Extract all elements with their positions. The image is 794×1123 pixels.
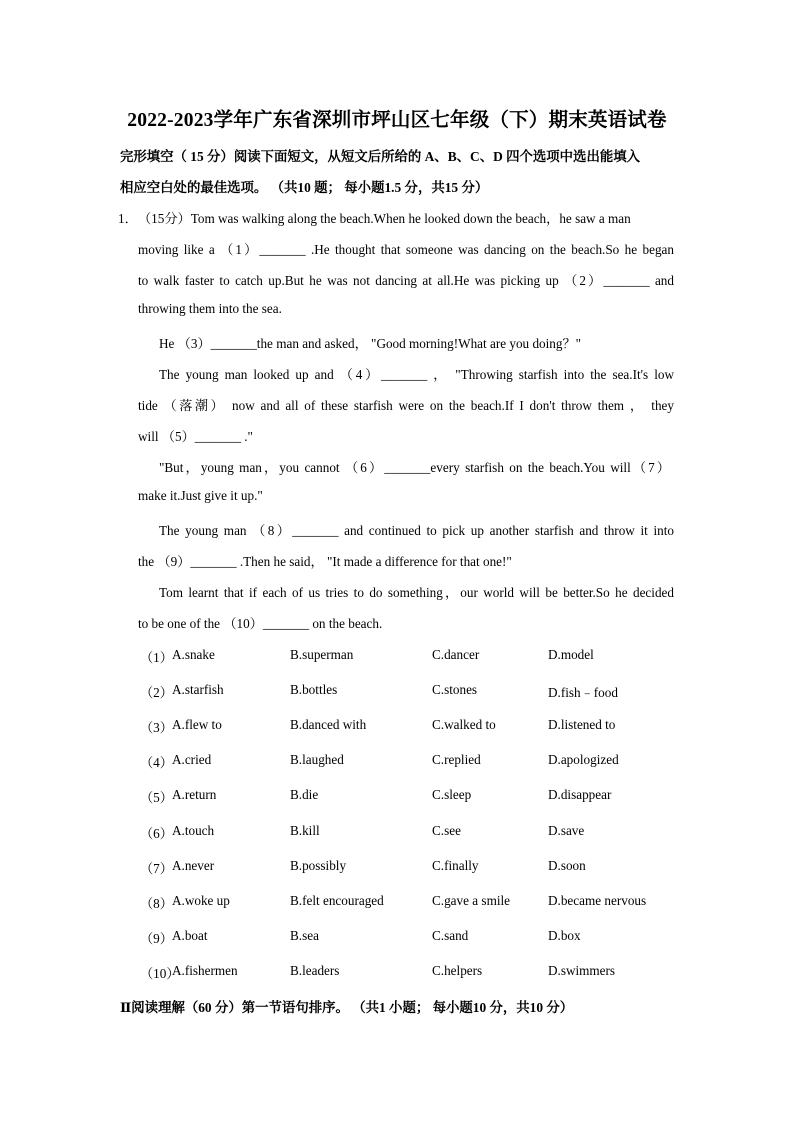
option-number: （1） xyxy=(140,650,173,665)
option-a: A.never xyxy=(172,858,215,873)
option-c: C.dancer xyxy=(432,647,480,662)
passage-line: will （5）_______ ." xyxy=(138,429,253,444)
passage-line: moving like a （1）_______ .He thought that someone was dancing on the beach.So he began xyxy=(138,242,674,257)
option-c: C.stones xyxy=(432,682,478,697)
option-a: A.snake xyxy=(172,647,215,662)
option-number: （2） xyxy=(140,685,173,700)
option-d: D.box xyxy=(548,928,581,943)
option-a: A.touch xyxy=(172,823,215,838)
passage-line: （15分）Tom was walking along the beach.When he looked down the beach，he saw a man xyxy=(138,211,631,226)
passage-line: The young man （8）_______ and continued to pick up another starfish and throw it into xyxy=(159,523,674,538)
option-d: D.model xyxy=(548,647,594,662)
passage-line: He （3）_______the man and asked， "Good morning!What are you doing？" xyxy=(159,336,582,351)
option-d: D.save xyxy=(548,823,585,838)
option-d: D.listened to xyxy=(548,717,616,732)
option-c: C.sand xyxy=(432,928,469,943)
option-a: A.cried xyxy=(172,752,212,767)
option-b: B.die xyxy=(290,787,319,802)
passage-line: Tom learnt that if each of us tries to do something，our world will be better.So he decided xyxy=(159,585,674,600)
option-c: C.walked to xyxy=(432,717,496,732)
option-b: B.bottles xyxy=(290,682,338,697)
passage-line: the （9）_______ .Then he said， "It made a difference for that one!" xyxy=(138,554,512,569)
passage-line: throwing them into the sea. xyxy=(138,301,282,316)
option-b: B.superman xyxy=(290,647,354,662)
option-number: （3） xyxy=(140,720,173,735)
option-d: D.became nervous xyxy=(548,893,647,908)
option-b: B.sea xyxy=(290,928,319,943)
option-b: B.kill xyxy=(290,823,320,838)
option-c: C.helpers xyxy=(432,963,483,978)
option-a: A.starfish xyxy=(172,682,224,697)
passage-line: make it.Just give it up." xyxy=(138,488,263,503)
section1-instruction-line1: 完形填空（ 15 分）阅读下面短文，从短文后所给的 A、B、C、D 四个选项中选出能填入 xyxy=(120,149,641,164)
option-a: A.flew to xyxy=(172,717,222,732)
question-number: 1． xyxy=(118,211,138,226)
passage-line: "But，young man，you cannot （6）_______every starfish on the beach.You will（7） xyxy=(159,460,670,475)
option-a: A.return xyxy=(172,787,217,802)
option-number: （7） xyxy=(140,861,173,876)
option-b: B.leaders xyxy=(290,963,340,978)
option-number: （9） xyxy=(140,931,173,946)
option-d: D.soon xyxy=(548,858,586,873)
option-c: C.finally xyxy=(432,858,479,873)
option-a: A.boat xyxy=(172,928,208,943)
option-d: D.disappear xyxy=(548,787,612,802)
option-number: （8） xyxy=(140,896,173,911)
page-title: 2022-2023学年广东省深圳市坪山区七年级（下）期末英语试卷 xyxy=(127,110,667,131)
option-b: B.possibly xyxy=(290,858,347,873)
passage-line: tide （落潮） now and all of these starfish were on the beach.If I don't throw them ， they xyxy=(138,398,674,413)
option-number: （5） xyxy=(140,790,173,805)
option-number: （6） xyxy=(140,826,173,841)
option-b: B.danced with xyxy=(290,717,367,732)
option-d: D.fish﹣food xyxy=(548,685,618,700)
option-c: C.gave a smile xyxy=(432,893,511,908)
option-c: C.see xyxy=(432,823,461,838)
passage-line: The young man looked up and （4）_______ ， "Throwing starfish into the sea.It's low xyxy=(159,367,674,382)
option-b: B.laughed xyxy=(290,752,344,767)
option-d: D.swimmers xyxy=(548,963,616,978)
option-d: D.apologized xyxy=(548,752,619,767)
option-number: （4） xyxy=(140,755,173,770)
section2-heading: Ⅱ阅读理解（60 分）第一节语句排序。 （共1 小题； 每小题10 分，共10 分） xyxy=(120,1000,574,1015)
option-a: A.woke up xyxy=(172,893,230,908)
option-a: A.fishermen xyxy=(172,963,238,978)
option-number: （10） xyxy=(140,966,180,981)
option-b: B.felt encouraged xyxy=(290,893,384,908)
passage-line: to be one of the （10）_______ on the beach. xyxy=(138,616,383,631)
option-c: C.replied xyxy=(432,752,481,767)
passage-line: to walk faster to catch up.But he was not dancing at all.He was picking up （2）_______ and xyxy=(138,273,674,288)
option-c: C.sleep xyxy=(432,787,472,802)
section1-instruction-line2: 相应空白处的最佳选项。 （共10 题； 每小题1.5 分，共15 分） xyxy=(120,180,489,195)
